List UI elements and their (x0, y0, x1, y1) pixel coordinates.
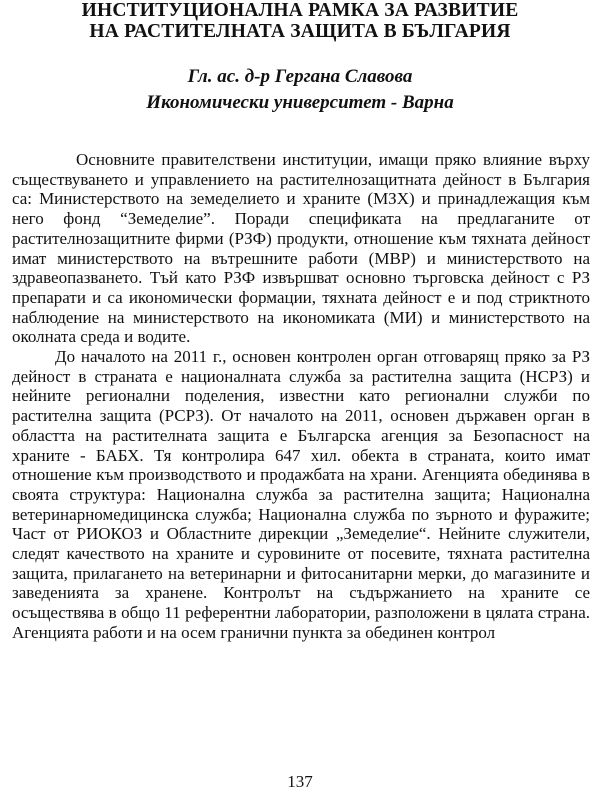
paragraph-1: Основните правителствени институции, имащи пряко влияние върху съществуването и управлението на растителнозащитната дейност в България са: Министерството на земеделието и храните (МЗХ) и принадлежащия към него фонд “Земеделие”. Поради спецификата на предлаганите от растителнозащитните фирми (РЗФ) продукти, отношение към тяхната дейност имат министерството на вътрешните работи (МВР) и министерството на здравеопазването. Тъй като РЗФ извършват основно търговска дейност с РЗ препарати и са икономически формации, тяхната дейност е и под стриктното наблюдение на министерството на икономиката (МИ) и министерството на околната среда и водите. (12, 150, 590, 347)
paper-title-line-2: НА РАСТИТЕЛНАТА ЗАЩИТА В БЪЛГАРИЯ (89, 21, 511, 42)
author-name: Гл. ас. д-р Гергана Славова (187, 66, 413, 87)
paragraph-2: До началото на 2011 г., основен контролен орган отговарящ пряко за РЗ дейност в страната е националната служба за растителна защита (НСРЗ) и нейните регионални поделения, известни като регионални служби по растителна защита (РСРЗ). От началото на 2011, основен държавен орган в областта на растителната защита е Българска агенция за Безопасност на храните - БАБХ. Тя контролира 647 хил. обекта в страната, които имат отношение към производството и продажбата на храни. Агенцията обединява в своята структура: Национална служба за растителна защита; Национална ветеринарномедицинска служба; Национална служба по зърното и фуражите; Част от РИОКОЗ и Областните дирекции „Земеделие“. Нейните служители, следят качеството на храните и суровините от посевите, тяхната растителна защита, прилагането на ветеринарни и фитосанитарни мерки, до магазините и заведенията за хранене. Контролът на съдържанието на храните се осъществява в общо 11 референтни лаборатории, разположени в цялата страна. Агенцията работи и на осем гранични пункта за обединен контрол (12, 347, 590, 642)
author-affiliation: Икономически университет - Варна (146, 92, 454, 113)
body-text (12, 150, 590, 643)
page-number: 137 (287, 772, 313, 791)
paper-title-line-1: ИНСТИТУЦИОНАЛНА РАМКА ЗА РАЗВИТИЕ (81, 0, 519, 21)
